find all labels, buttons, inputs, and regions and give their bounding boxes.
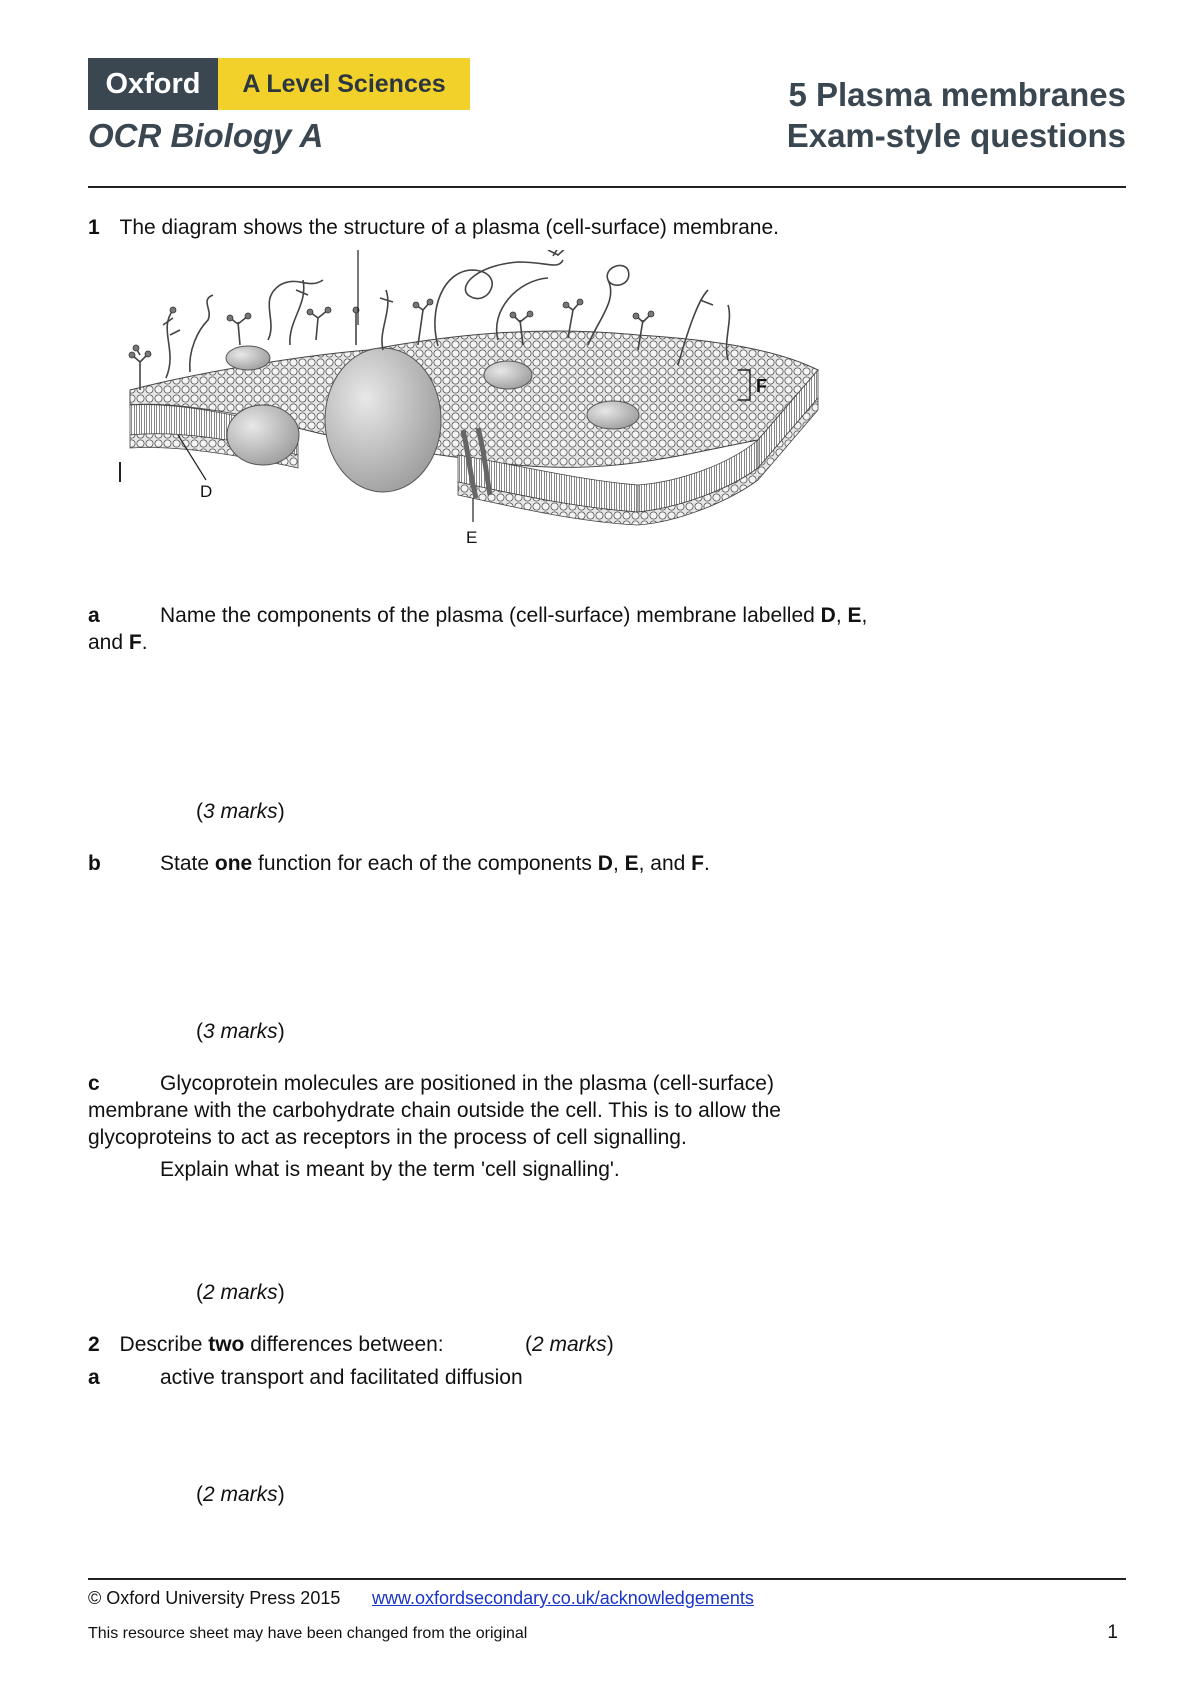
q1b-letter-wrap (88, 852, 101, 876)
footer-notice: This resource sheet may have been changed from the original (88, 1625, 528, 1642)
plasma-membrane-diagram (118, 250, 838, 595)
q1c-line2: membrane with the carbohydrate chain outside the cell. This is to allow the (88, 1099, 781, 1122)
q1b-end: . (704, 852, 710, 875)
q1a-text (160, 604, 867, 628)
acknowledgements-link[interactable]: www.oxfordsecondary.co.uk/acknowledgements (372, 1588, 754, 1608)
q1a-marks (196, 800, 285, 824)
q1-number: 1 (88, 216, 100, 239)
series-logo: A Level Sciences (218, 58, 470, 110)
q1a-line2-post: . (141, 631, 148, 654)
q1b-e: E (624, 852, 639, 875)
q2a-marks-text: 2 marks (203, 1483, 278, 1506)
oxford-logo: Oxford (88, 58, 218, 110)
q2-marks-text: 2 marks (532, 1333, 607, 1356)
header-rule (88, 186, 1126, 188)
q1c-marks-text: 2 marks (203, 1281, 278, 1304)
q1b-sep2: , and (638, 852, 692, 875)
q2-stem (88, 1333, 444, 1357)
q1a-comma2: , (861, 604, 868, 627)
q2-number: 2 (88, 1333, 100, 1356)
q1a-text-pre: Name the components of the plasma (cell-surface) membrane labelled (160, 604, 821, 627)
q1b-text (160, 852, 710, 876)
q2-bold: two (208, 1333, 245, 1356)
label-f: F (756, 376, 767, 396)
q1a-comma1: , (835, 604, 848, 627)
q1-stem (88, 216, 779, 240)
q2a-letter: a (88, 1366, 100, 1389)
q1b-marks-text: 3 marks (203, 1020, 278, 1043)
footer-rule (88, 1578, 1126, 1580)
chapter-title: 5 Plasma membranes (788, 76, 1126, 113)
q1a-line2-pre: and (88, 631, 129, 654)
q1a-f: F (128, 631, 142, 654)
q1c-letter-wrap (88, 1072, 100, 1096)
q1b-d: D (597, 852, 613, 875)
q1b-text-pre: State (160, 852, 215, 875)
q1c-marks-open: ( (196, 1281, 203, 1304)
section-title: Exam-style questions (786, 117, 1126, 154)
label-d: D (200, 482, 213, 501)
q2a-text: active transport and facilitated diffusion (160, 1366, 523, 1389)
q2-text-post: differences between: (244, 1333, 444, 1356)
q1b-sep1: , (612, 852, 625, 875)
q1a-d: D (820, 604, 836, 627)
q2a-marks-open: ( (196, 1483, 203, 1506)
q1c-marks-close: ) (277, 1281, 285, 1304)
q1b-f: F (691, 852, 704, 875)
q1b-letter: b (88, 852, 101, 875)
q1c-line4: Explain what is meant by the term 'cell signalling'. (160, 1158, 620, 1181)
page-number: 1 (1107, 1622, 1118, 1643)
q1c-line1: Glycoprotein molecules are positioned in the plasma (cell-surface) (160, 1072, 774, 1095)
q2-marks (525, 1333, 614, 1357)
q1a-marks-open: ( (196, 800, 203, 823)
q1a-e: E (847, 604, 862, 627)
q2-text-pre: Describe (119, 1333, 209, 1356)
q2-marks-open: ( (525, 1333, 532, 1356)
q2a-marks (196, 1483, 285, 1507)
q1c-letter: c (88, 1072, 100, 1095)
q1b-marks-close: ) (277, 1020, 285, 1043)
footer-copyright: © Oxford University Press 2015 (88, 1588, 341, 1608)
q1b-bold: one (214, 852, 253, 875)
q2a-marks-close: ) (277, 1483, 285, 1506)
q2-marks-close: ) (606, 1333, 614, 1356)
label-e: E (466, 528, 478, 547)
q1b-text-mid: function for each of the components (252, 852, 598, 875)
q1a-marks-text: 3 marks (203, 800, 278, 823)
q1b-marks (196, 1020, 285, 1044)
q1c-marks (196, 1281, 285, 1305)
q1-stem-text: The diagram shows the structure of a plasma (cell-surface) membrane. (119, 216, 779, 239)
q1a-line2 (88, 631, 148, 655)
q1b-marks-open: ( (196, 1020, 203, 1043)
q1a-letter: a (88, 604, 100, 627)
q2a-letter-wrap (88, 1366, 100, 1390)
q1a-line1 (88, 604, 100, 628)
q1c-line3: glycoproteins to act as receptors in the process of cell signalling. (88, 1126, 687, 1149)
q1a-marks-close: ) (277, 800, 285, 823)
course-subtitle: OCR Biology A (88, 117, 324, 154)
